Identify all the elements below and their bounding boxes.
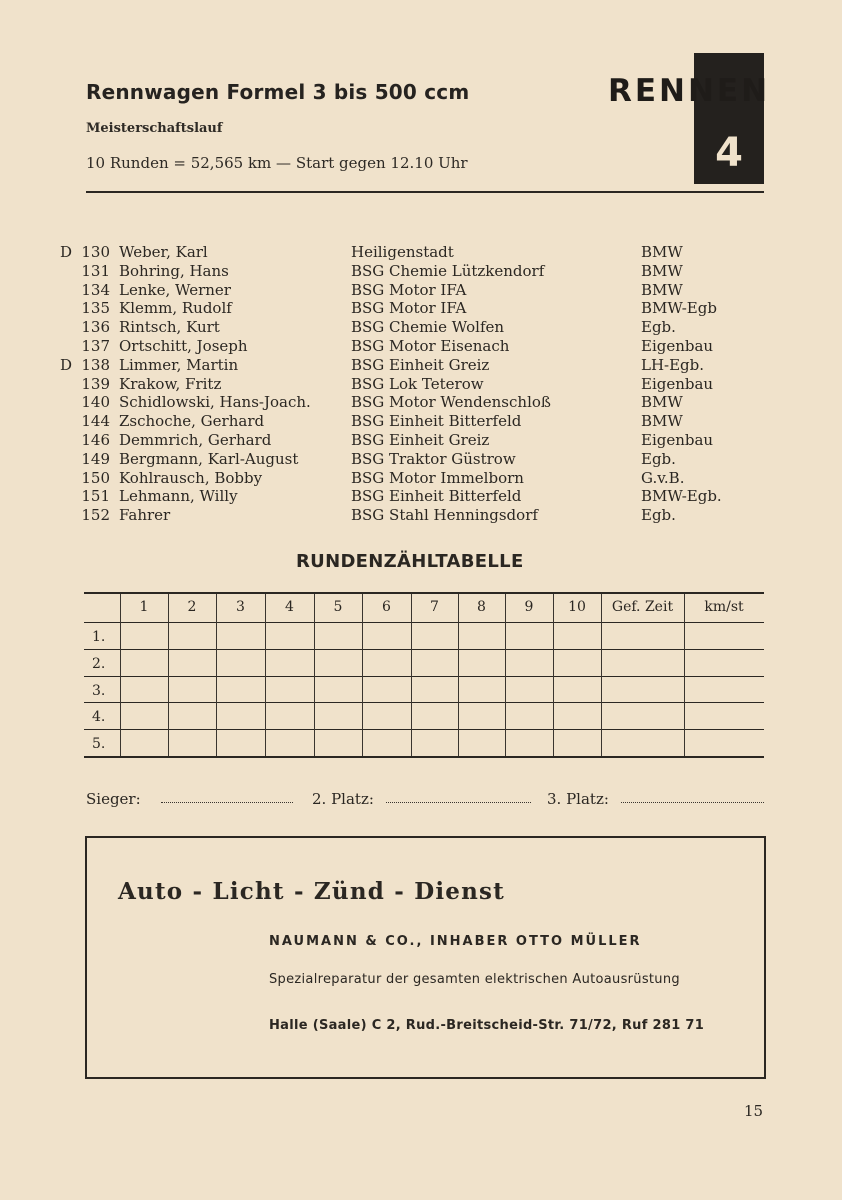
lap-entry-cell[interactable] (685, 703, 763, 728)
driver-name: Bergmann, Karl-August (119, 449, 299, 468)
driver-club: BSG Einheit Bitterfeld (351, 412, 522, 431)
driver-name: Krakow, Fritz (119, 374, 222, 393)
lap-entry-cell[interactable] (554, 703, 600, 728)
lap-entry-cell[interactable] (363, 730, 410, 755)
entry-number: 136 (81, 318, 110, 337)
row-label: 1. (92, 629, 106, 645)
table-top-rule (84, 592, 764, 594)
rennen-label: RENNEN (608, 73, 771, 109)
entry-number: 146 (81, 431, 110, 449)
lap-entry-cell[interactable] (506, 730, 552, 755)
lap-entry-cell[interactable] (169, 623, 215, 648)
lap-entry-cell[interactable] (506, 677, 552, 702)
table-bottom-rule (84, 756, 764, 758)
lap-entry-cell[interactable] (506, 650, 552, 675)
car-make: Egb. (641, 318, 676, 337)
column-header: 1 (139, 599, 149, 615)
lap-entry-cell[interactable] (459, 677, 504, 702)
car-make: Egb. (641, 506, 676, 525)
row-label: 3. (92, 682, 106, 699)
row-label: 4. (92, 709, 106, 726)
driver-name: Zschoche, Gerhard (119, 412, 265, 431)
lap-entry-cell[interactable] (266, 703, 313, 728)
driver-name: Demmrich, Gerhard (119, 431, 272, 449)
lap-entry-cell[interactable] (412, 677, 457, 702)
driver-club: BSG Einheit Bitterfeld (351, 487, 522, 506)
driver-name: Kohlrausch, Bobby (119, 468, 263, 487)
lap-entry-cell[interactable] (459, 730, 504, 755)
lap-entry-cell[interactable] (602, 677, 683, 702)
entry-number: 152 (81, 506, 110, 525)
advert-owner: NAUMANN & CO., INHABER OTTO MÜLLER (269, 934, 642, 949)
lap-entry-cell[interactable] (169, 730, 215, 755)
lap-entry-cell[interactable] (459, 703, 504, 728)
car-make: BMW (641, 243, 683, 261)
entry-number: 130 (81, 243, 110, 261)
column-header: 6 (382, 599, 391, 615)
column-header: 9 (524, 599, 534, 615)
column-header: 2 (187, 599, 197, 615)
entry-number: 140 (81, 393, 110, 412)
driver-club: Heiligenstadt (351, 243, 454, 261)
entry-number: 151 (81, 487, 110, 506)
third-place-label: 3. Platz: (547, 790, 609, 808)
page-number: 15 (744, 1102, 764, 1120)
car-make: LH-Egb. (641, 355, 705, 374)
car-make: BMW (641, 393, 683, 412)
car-make: BMW-Egb (641, 299, 717, 318)
lap-entry-cell[interactable] (121, 623, 167, 648)
driver-club: BSG Stahl Henningsdorf (351, 506, 538, 525)
lap-entry-cell[interactable] (315, 650, 361, 675)
race-title: Rennwagen Formel 3 bis 500 ccm (86, 80, 470, 104)
lap-entry-cell[interactable] (685, 650, 763, 675)
race-subtitle: Meisterschaftslauf (86, 121, 223, 136)
lap-entry-cell[interactable] (363, 623, 410, 648)
car-make: BMW (641, 412, 683, 431)
lap-entry-cell[interactable] (315, 677, 361, 702)
driver-club: BSG Einheit Greiz (351, 355, 490, 374)
driver-name: Fahrer (119, 506, 171, 525)
driver-club: BSG Einheit Greiz (351, 431, 490, 449)
lap-entry-cell[interactable] (169, 650, 215, 675)
car-make: Eigenbau (641, 374, 714, 393)
driver-club: BSG Chemie Lützkendorf (351, 261, 545, 280)
lap-entry-cell[interactable] (363, 677, 410, 702)
lap-entry-cell[interactable] (554, 650, 600, 675)
lap-entry-cell[interactable] (459, 623, 504, 648)
lap-entry-cell[interactable] (554, 677, 600, 702)
advert-service: Spezialreparatur der gesamten elektrischen Autoausrüstung (269, 972, 680, 987)
column-header: 5 (333, 599, 343, 615)
lap-entry-cell[interactable] (554, 730, 600, 755)
lap-entry-cell[interactable] (506, 623, 552, 648)
lap-entry-cell[interactable] (602, 703, 683, 728)
lap-entry-cell[interactable] (217, 677, 264, 702)
lap-entry-cell[interactable] (266, 677, 313, 702)
lap-entry-cell[interactable] (217, 650, 264, 675)
lap-entry-cell[interactable] (121, 703, 167, 728)
driver-name: Rintsch, Kurt (119, 318, 220, 337)
lap-entry-cell[interactable] (169, 703, 215, 728)
lap-entry-cell[interactable] (217, 703, 264, 728)
driver-club: BSG Motor Eisenach (351, 337, 510, 355)
car-make: Eigenbau (641, 337, 714, 355)
entry-number: 144 (81, 412, 110, 431)
column-header: km/st (704, 599, 744, 615)
lap-count-table (84, 592, 764, 756)
lap-entry-cell[interactable] (363, 703, 410, 728)
driver-name: Bohring, Hans (119, 261, 229, 280)
entry-number: 139 (81, 374, 110, 393)
lap-entry-cell[interactable] (685, 623, 763, 648)
lap-entry-cell[interactable] (217, 730, 264, 755)
lap-entry-cell[interactable] (315, 623, 361, 648)
entry-number: 150 (81, 468, 110, 487)
lap-entry-cell[interactable] (685, 677, 763, 702)
lap-entry-cell[interactable] (217, 623, 264, 648)
lap-entry-cell[interactable] (315, 703, 361, 728)
car-make: BMW-Egb. (641, 487, 722, 506)
second-place-label: 2. Platz: (312, 790, 374, 808)
lap-entry-cell[interactable] (412, 623, 457, 648)
driver-name: Schidlowski, Hans-Joach. (119, 393, 311, 412)
driver-club: BSG Motor IFA (351, 299, 467, 318)
race-info: 10 Runden = 52,565 km — Start gegen 12.10 Uhr (86, 154, 468, 172)
column-header: Gef. Zeit (611, 599, 674, 615)
lap-entry-cell[interactable] (121, 730, 167, 755)
driver-name: Weber, Karl (119, 243, 208, 261)
placings (86, 790, 766, 810)
driver-name: Klemm, Rudolf (119, 299, 232, 318)
lap-entry-cell[interactable] (315, 730, 361, 755)
driver-club: BSG Lok Teterow (351, 374, 484, 393)
lap-entry-cell[interactable] (506, 703, 552, 728)
car-make: BMW (641, 280, 683, 299)
lap-entry-cell[interactable] (266, 730, 313, 755)
driver-club: BSG Motor Immelborn (351, 468, 524, 487)
advert-address: Halle (Saale) C 2, Rud.-Breitscheid-Str. 71/72, Ruf 281 71 (269, 1018, 705, 1033)
lap-entry-cell[interactable] (266, 650, 313, 675)
driver-club: BSG Traktor Güstrow (351, 449, 516, 468)
row-label: 2. (92, 655, 106, 672)
lap-entry-cell[interactable] (412, 703, 457, 728)
entry-number: 131 (81, 261, 110, 280)
lap-entry-cell[interactable] (554, 623, 600, 648)
header-rule (86, 191, 764, 193)
lap-entry-cell[interactable] (412, 730, 457, 755)
lap-entry-cell[interactable] (121, 650, 167, 675)
lap-entry-cell[interactable] (602, 730, 683, 755)
entry-mark: D (60, 243, 73, 261)
advertisement (85, 836, 766, 1079)
driver-name: Lehmann, Willy (119, 487, 238, 506)
second-place-field[interactable] (386, 802, 531, 803)
driver-club: BSG Motor Wendenschloß (351, 393, 551, 412)
car-make: Eigenbau (641, 431, 714, 449)
column-header: 4 (285, 599, 294, 615)
column-header: 8 (477, 599, 486, 615)
driver-name: Limmer, Martin (119, 355, 239, 374)
lap-entry-cell[interactable] (363, 650, 410, 675)
car-make: G.v.B. (641, 468, 685, 487)
car-make: BMW (641, 261, 683, 280)
race-number: 4 (715, 130, 743, 176)
car-make: Egb. (641, 449, 676, 468)
lap-entry-cell[interactable] (602, 623, 683, 648)
driver-name: Lenke, Werner (119, 280, 231, 299)
entry-number: 138 (81, 355, 110, 374)
lap-entry-cell[interactable] (121, 677, 167, 702)
lap-entry-cell[interactable] (169, 677, 215, 702)
lap-entry-cell[interactable] (266, 623, 313, 648)
entry-number: 135 (81, 299, 110, 318)
entry-number: 149 (81, 449, 110, 468)
column-header: 3 (236, 599, 245, 615)
third-place-field[interactable] (621, 802, 764, 803)
lap-entry-cell[interactable] (412, 650, 457, 675)
entry-mark: D (60, 355, 73, 374)
row-label: 5. (92, 736, 106, 753)
lap-entry-cell[interactable] (459, 650, 504, 675)
advert-title: Auto - Licht - Zünd - Dienst (118, 878, 506, 905)
entry-number: 134 (81, 280, 110, 299)
driver-name: Ortschitt, Joseph (119, 337, 248, 355)
lap-entry-cell[interactable] (602, 650, 683, 675)
driver-club: BSG Chemie Wolfen (351, 318, 505, 337)
winner-field[interactable] (161, 802, 293, 803)
column-header: 10 (568, 599, 586, 615)
winner-label: Sieger: (86, 790, 141, 808)
lap-table-title: RUNDENZÄHLTABELLE (296, 551, 524, 572)
lap-entry-cell[interactable] (685, 730, 763, 755)
entry-number: 137 (81, 337, 110, 355)
driver-club: BSG Motor IFA (351, 280, 467, 299)
column-header: 7 (430, 599, 439, 615)
